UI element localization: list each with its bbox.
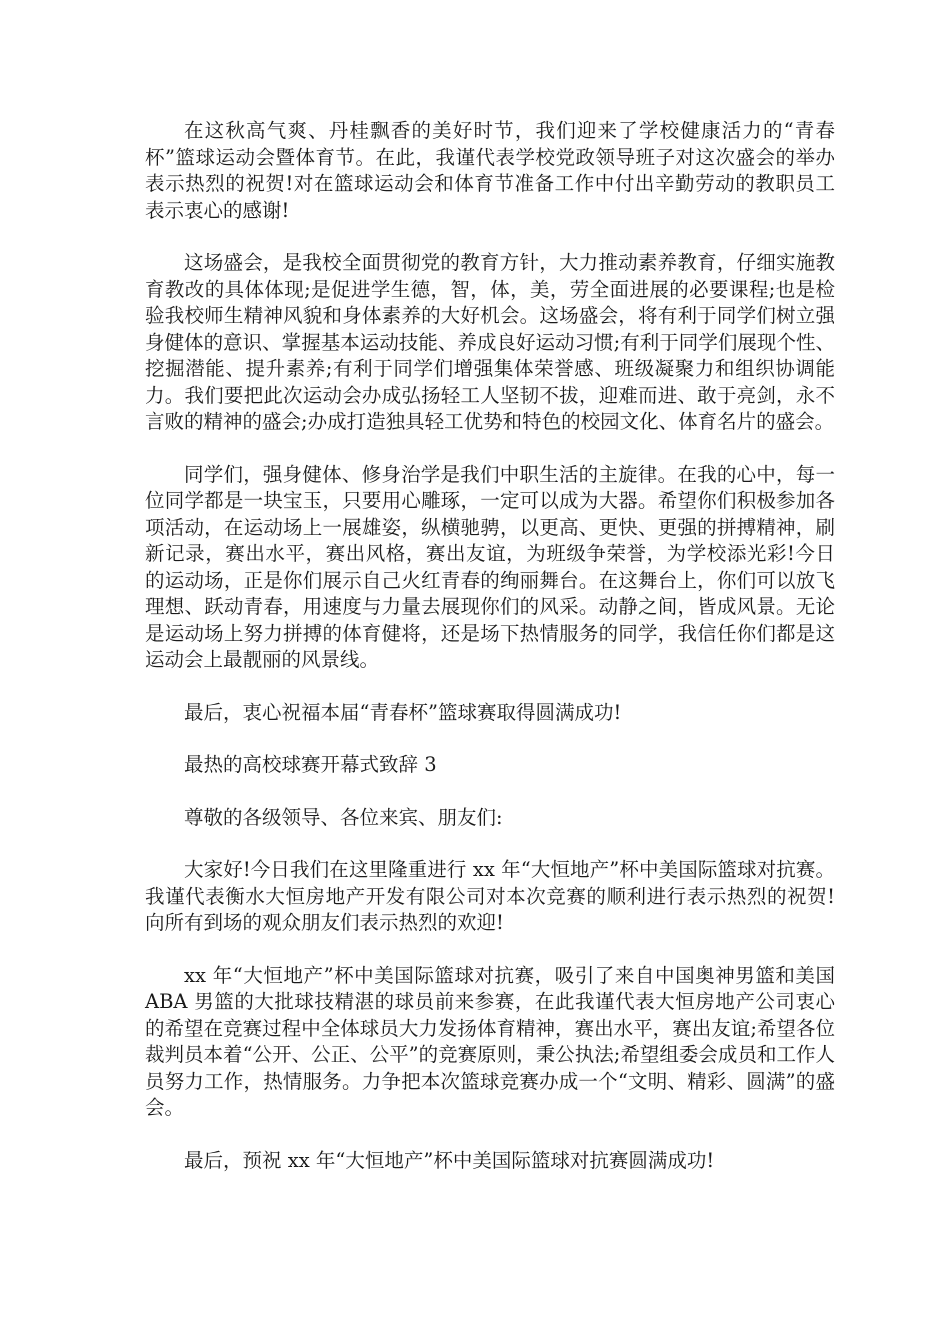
- paragraph-opening: 在这秋高气爽、丹桂飘香的美好时节，我们迎来了学校健康活力的“青春杯”篮球运动会暨体育节。在此，我谨代表学校党政领导班子对这次盛会的举办表示热烈的祝贺!对在篮球运动会和体育节准备工作中付出辛勤劳动的教职员工表示衷心的感谢!: [145, 119, 835, 222]
- paragraph-tournament: xx 年“大恒地产”杯中美国际篮球对抗赛，吸引了来自中国奥神男篮和美国 ABA 男篮的大批球技精湛的球员前来参赛，在此我谨代表大恒房地产公司衷心的希望在竞赛过程中全体球员大力发扬体育精神，赛出水平，赛出友谊;希望各位裁判员本着“公开、公正、公平”的竞赛原则，秉公执法;希望组委会成员和工作人员努力工作，热情服务。力争把本次篮球竞赛办成一个“文明、精彩、圆满”的盛会。: [145, 963, 835, 1119]
- paragraph-welcome: 大家好!今日我们在这里隆重进行 xx 年“大恒地产”杯中美国际篮球对抗赛。我谨代表衡水大恒房地产开发有限公司对本次竞赛的顺利进行表示热烈的祝贺!向所有到场的观众朋友们表示热烈的欢迎!: [145, 858, 835, 934]
- paragraph-salutation: 尊敬的各级领导、各位来宾、朋友们:: [184, 805, 503, 829]
- paragraph-students: 同学们，强身健体、修身治学是我们中职生活的主旋律。在我的心中，每一位同学都是一块宝玉，只要用心雕琢，一定可以成为大器。希望你们积极参加各项活动，在运动场上一展雄姿，纵横驰骋，以更高、更快、更强的拼搏精神，刷新记录，赛出水平，赛出风格，赛出友谊，为班级争荣誉，为学校添光彩!今日的运动场，正是你们展示自己火红青春的绚丽舞台。在这舞台上，你们可以放飞理想、跃动青春，用速度与力量去展现你们的风采。动静之间，皆成风景。无论是运动场上努力拼搏的体育健将，还是场下热情服务的同学，我信任你们都是这运动会上最靓丽的风景线。: [145, 462, 835, 671]
- section-heading: 最热的高校球赛开幕式致辞 3: [184, 753, 437, 776]
- paragraph-final-wish: 最后，预祝 xx 年“大恒地产”杯中美国际篮球对抗赛圆满成功!: [184, 1148, 715, 1172]
- paragraph-significance: 这场盛会，是我校全面贯彻党的教育方针，大力推动素养教育，仔细实施教育教改的具体体现;是促进学生德，智，体，美，劳全面进展的必要课程;也是检验我校师生精神风貌和身体素养的大好机会。这场盛会，将有利于同学们树立强身健体的意识、掌握基本运动技能、养成良好运动习惯;有利于同学们展现个性、挖掘潜能、提升素养;有利于同学们增强集体荣誉感、班级凝聚力和组织协调能力。我们要把此次运动会办成弘扬轻工人坚韧不拔，迎难而进、敢于亮剑，永不言败的精神的盛会;办成打造独具轻工优势和特色的校园文化、体育名片的盛会。: [145, 251, 835, 433]
- document-body: [145, 118, 835, 1200]
- paragraph-closing-wish: 最后，衷心祝福本届“青春杯”篮球赛取得圆满成功!: [184, 700, 622, 724]
